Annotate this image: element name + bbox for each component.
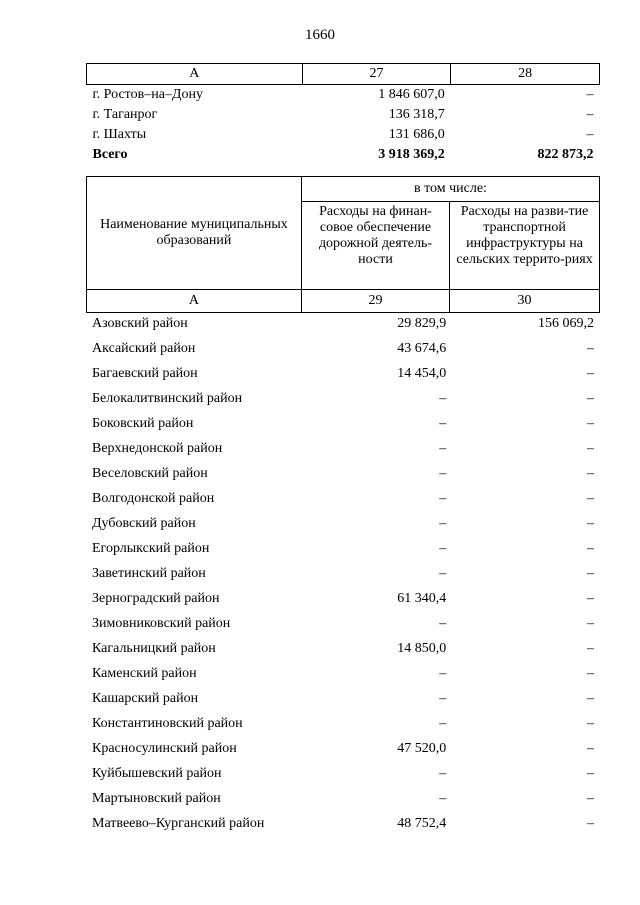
- row-value: 61 340,4: [397, 591, 447, 607]
- header-cell-27: 27: [302, 64, 451, 85]
- row-value: –: [587, 666, 594, 682]
- row-name: Мартыновский район: [92, 791, 221, 807]
- row-value: 47 520,0: [397, 741, 447, 757]
- row-value: –: [439, 441, 447, 457]
- row-value: –: [439, 566, 447, 582]
- header-table: [86, 176, 600, 313]
- row-value: –: [587, 691, 594, 707]
- row-value: –: [587, 791, 594, 807]
- row-value: –: [439, 516, 447, 532]
- table-row: [86, 762, 600, 787]
- row-name: Верхнедонской район: [92, 441, 223, 457]
- row-name: Азовский район: [92, 316, 188, 332]
- letter-a: А: [87, 290, 302, 313]
- row-name: г. Шахты: [92, 126, 147, 142]
- row-name: Красносулинский район: [92, 741, 237, 757]
- total-row: [87, 145, 600, 165]
- row-value: –: [587, 716, 594, 732]
- total-c27: 3 918 369,2: [378, 146, 445, 162]
- row-value: –: [587, 541, 594, 557]
- table-row: [86, 512, 600, 537]
- row-value: –: [439, 666, 447, 682]
- table-row: [86, 612, 600, 637]
- row-value: 131 686,0: [388, 126, 445, 142]
- row-value: –: [439, 691, 447, 707]
- letter-30: 30: [450, 290, 600, 313]
- col-30-header: Расходы на разви-тие транспортной инфраструктуры на сельских террито-риях: [450, 202, 600, 290]
- row-value: –: [586, 126, 594, 142]
- header-group-row: [87, 177, 600, 202]
- row-name: Зерноградский район: [92, 591, 220, 607]
- row-name: Кагальницкий район: [92, 641, 216, 657]
- row-name: Константиновский район: [92, 716, 243, 732]
- row-value: –: [587, 441, 594, 457]
- row-value: –: [587, 816, 594, 832]
- row-value: –: [587, 641, 594, 657]
- row-value: –: [439, 616, 447, 632]
- row-value: –: [587, 391, 594, 407]
- row-name: Заветинский район: [92, 566, 206, 582]
- row-value: –: [439, 541, 447, 557]
- row-value: –: [439, 791, 447, 807]
- top-table-header: [87, 64, 600, 85]
- row-value: –: [587, 341, 594, 357]
- row-name: Багаевский район: [92, 366, 198, 382]
- row-name: Куйбышевский район: [92, 766, 222, 782]
- table-row: [86, 562, 600, 587]
- group-header: в том числе:: [301, 177, 599, 202]
- row-name: Каменский район: [92, 666, 197, 682]
- table-row: [86, 712, 600, 737]
- row-value: –: [587, 466, 594, 482]
- row-name: Егорлыкский район: [92, 541, 210, 557]
- row-name: г. Ростов–на–Дону: [92, 86, 203, 102]
- table-row: [86, 637, 600, 662]
- table-row: [86, 462, 600, 487]
- row-name: Зимовниковский район: [92, 616, 231, 632]
- total-c28: 822 873,2: [537, 146, 594, 162]
- table-row: [86, 312, 600, 337]
- table-row: [86, 737, 600, 762]
- row-name: Белокалитвинский район: [92, 391, 243, 407]
- row-value: –: [439, 391, 447, 407]
- table-row: [86, 787, 600, 812]
- row-value: –: [586, 86, 594, 102]
- row-value: –: [587, 516, 594, 532]
- row-value: –: [587, 416, 594, 432]
- row-name: Аксайский район: [92, 341, 196, 357]
- top-table: [86, 63, 600, 165]
- col-municipal-header: Наименование муниципальных образований: [87, 177, 302, 290]
- table-row: [86, 487, 600, 512]
- row-name: Веселовский район: [92, 466, 208, 482]
- row-value: –: [587, 566, 594, 582]
- table-row: [86, 362, 600, 387]
- row-name: Матвеево–Курганский район: [92, 816, 265, 832]
- row-name: Кашарский район: [92, 691, 199, 707]
- row-value: 48 752,4: [397, 816, 447, 832]
- table-row: [86, 537, 600, 562]
- table-row: [86, 337, 600, 362]
- table-row: [87, 105, 600, 125]
- page-number: 1660: [305, 27, 335, 43]
- table-row: [86, 387, 600, 412]
- data-table: [86, 312, 600, 837]
- table-row: [86, 412, 600, 437]
- row-name: Боковский район: [92, 416, 194, 432]
- row-value: –: [439, 466, 447, 482]
- row-name: Дубовский район: [92, 516, 196, 532]
- row-value: 29 829,9: [397, 316, 447, 332]
- row-value: –: [439, 491, 447, 507]
- row-value: –: [587, 366, 594, 382]
- row-value: –: [439, 416, 447, 432]
- row-value: –: [587, 766, 594, 782]
- table-row: [86, 437, 600, 462]
- table-row: [87, 85, 600, 106]
- letter-29: 29: [301, 290, 449, 313]
- row-value: –: [587, 616, 594, 632]
- row-value: 43 674,6: [397, 341, 447, 357]
- row-value: 14 454,0: [397, 366, 447, 382]
- row-value: –: [586, 106, 594, 122]
- row-value: 156 069,2: [538, 316, 594, 332]
- row-name: Волгодонской район: [92, 491, 215, 507]
- row-value: –: [587, 491, 594, 507]
- header-cell-a: А: [87, 64, 303, 85]
- header-cell-28: 28: [451, 64, 600, 85]
- table-row: [87, 125, 600, 145]
- table-row: [86, 662, 600, 687]
- table-row: [86, 587, 600, 612]
- row-value: –: [439, 716, 447, 732]
- total-label: Всего: [92, 146, 128, 162]
- row-name: г. Таганрог: [92, 106, 158, 122]
- header-letters-row: [87, 290, 600, 313]
- row-value: 1 846 607,0: [378, 86, 445, 102]
- col-29-header: Расходы на финан-совое обеспечение дорожной деятель-ности: [301, 202, 449, 290]
- row-value: –: [439, 766, 447, 782]
- table-row: [86, 687, 600, 712]
- row-value: –: [587, 591, 594, 607]
- row-value: 14 850,0: [397, 641, 447, 657]
- row-value: –: [587, 741, 594, 757]
- table-row: [86, 812, 600, 837]
- row-value: 136 318,7: [388, 106, 445, 122]
